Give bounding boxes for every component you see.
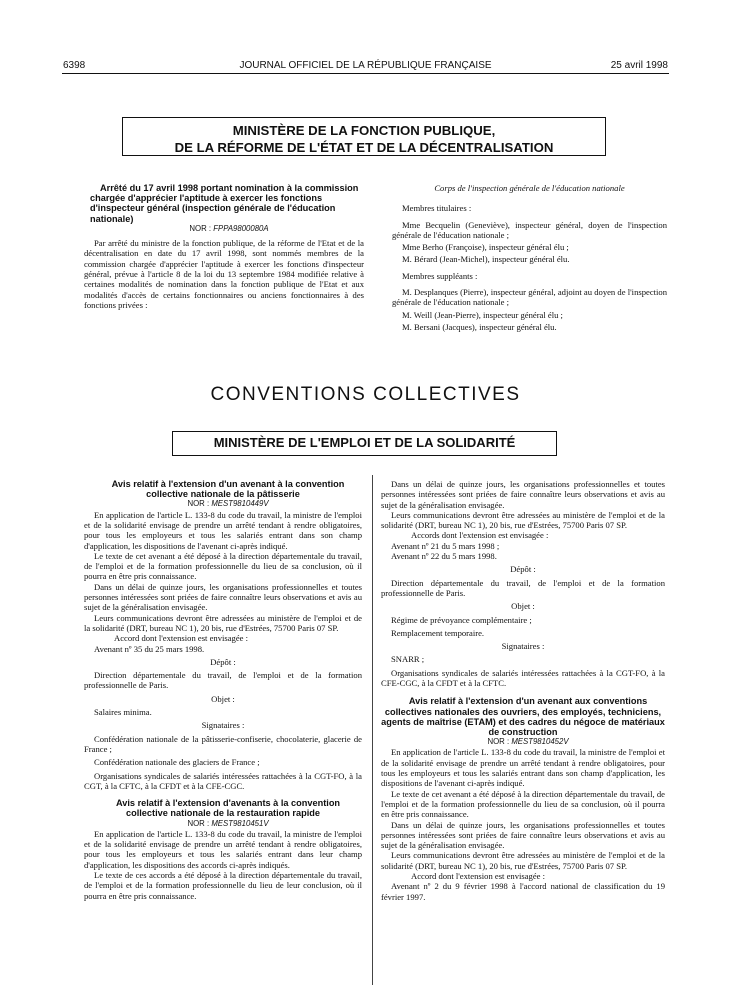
suppleant-1: M. Desplanques (Pierre), inspecteur général, adjoint au doyen de l'inspection générale de l'éducation nationale ;: [392, 287, 667, 308]
issue-date: 25 avril 1998: [610, 60, 668, 71]
avis1-objet: Salaires minima.: [94, 707, 152, 718]
arrete-body: Par arrêté du ministre de la fonction publique, de la réforme de l'Etat et de la décentralisation en date du 17 avril 1998, sont nommés membres de la commission chargée d'apprécier l'aptitude à exercer les fonctions d'inspecteur général, prévue à l'article 8 de la loi du 13 septembre 1984 modifiée relative à certaines modalités de nomination dans la fonction publique de l'Etat et aux modalités d'accès de certains fonctionnaires ou anciens fonctionnaires à des fonctions privées :: [84, 238, 364, 310]
journal-title: JOURNAL OFFICIEL DE LA RÉPUBLIQUE FRANÇAISE: [239, 60, 492, 71]
ministry-employment-heading: MINISTÈRE DE L'EMPLOI ET DE LA SOLIDARITÉ: [213, 435, 516, 450]
ministry-heading-line1: MINISTÈRE DE LA FONCTION PUBLIQUE,: [232, 123, 496, 138]
titulaire-3: M. Bérard (Jean-Michel), inspecteur général élu.: [402, 254, 570, 265]
avis1-p4: Leurs communications devront être adressées au ministère de l'emploi et de la solidarité (DRT, bureau NC 1), 20 bis, rue d'Estrées, 75700 Paris 07 SP.: [84, 612, 362, 633]
section-title: CONVENTIONS COLLECTIVES: [210, 384, 521, 405]
avis2-p3: Dans un délai de quinze jours, les organisations professionnelles et toutes personnes intéressées sont priées de faire connaître leurs observations et avis au sujet de la généralisation envisagée.: [381, 479, 665, 510]
avis1-depot: Direction départementale du travail, de l'emploi et de la formation professionnelle de Paris.: [84, 670, 362, 691]
corps-heading: Corps de l'inspection générale de l'éducation nationale: [434, 183, 625, 193]
avis3-title: Avis relatif à l'extension d'un avenant aux conventions collectives nationales des ouvriers, des employés, techniciens, agents de maîtrise (ETAM) et des cadres du négoce de matériaux de construction: [381, 696, 665, 737]
arrete-section: [84, 183, 364, 310]
avis2-objet2: Remplacement temporaire.: [391, 627, 485, 638]
avis2-p2: Le texte de ces accords a été déposé à la direction départementale du travail, de l'emploi et de la formation professionnelle du lieu de leur conclusion, où il pourra en être pris connaissance.: [84, 870, 362, 901]
avis-restauration-suite: [381, 479, 665, 902]
avis3-p1: En application de l'article L. 133-8 du code du travail, la ministre de l'emploi et de la solidarité envisage de prendre un arrêté tendant à rendre obligatoires, pour tous les employeurs et tous les salariés entrant dans son champ d'application, les dispositions de l'avenant ci-après indiqué.: [381, 747, 665, 789]
avis2-sig2: Organisations syndicales de salariés intéressées rattachées à la CGT-FO, à la CFE-CGC, à la CFDT et à la CFTC.: [381, 667, 665, 689]
avis1-sig1: Confédération nationale de la pâtisserie-confiserie, chocolaterie, glacerie de France ;: [84, 733, 362, 754]
page-number: 6398: [63, 60, 86, 71]
column-divider: [372, 475, 373, 985]
avis1-p2: Le texte de cet avenant a été déposé à la direction départementale du travail, de l'emploi et de la formation professionnelle du lieu de sa conclusion, où il pourra en être pris connaissance.: [84, 550, 362, 582]
avis1-objet-label: Objet :: [211, 693, 235, 704]
suppleants-label: Membres suppléants :: [402, 270, 478, 281]
avis1-signataires-label: Signataires :: [201, 720, 245, 731]
avis3-nor: NOR : MEST9810452V: [487, 737, 569, 747]
ministry-heading-line2: DE LA RÉFORME DE L'ÉTAT ET DE LA DÉCENTRALISATION: [174, 140, 554, 155]
avis2-objet-label: Objet :: [511, 601, 535, 612]
avis2-accord2: Avenant nº 22 du 5 mars 1998.: [391, 551, 497, 562]
avis3-p4: Leurs communications devront être adressées au ministère de l'emploi et de la solidarité (DRT, bureau NC 1), 20 bis, rue d'Estrées, 75700 Paris 07 SP.: [381, 850, 665, 871]
avis3-accord: Avenant nº 2 du 9 février 1998 à l'accord national de classification du 19 février 1997.: [381, 881, 665, 902]
avis2-objet1: Régime de prévoyance complémentaire ;: [391, 614, 532, 625]
avis1-nor: NOR : MEST9810449V: [187, 499, 269, 509]
suppleant-2: M. Weill (Jean-Pierre), inspecteur général élu ;: [402, 309, 563, 320]
avis2-p1: En application de l'article L. 133-8 du code du travail, la ministre de l'emploi et de la solidarité envisage de prendre un arrêté tendant à rendre obligatoires, pour tous les employeurs et tous les salariés entrant dans leur champ d'application, les dispositions des accords ci-après indiqués.: [84, 828, 362, 870]
arrete-title: Arrêté du 17 avril 1998 portant nomination à la commission chargée d'apprécier l'aptitude à exercer les fonctions d'inspecteur général (inspection générale de l'éducation nationale): [90, 183, 359, 224]
titulaires-label: Membres titulaires :: [402, 203, 472, 214]
corps-section: [392, 183, 667, 332]
avis2-sig1: SNARR ;: [391, 654, 425, 665]
avis1-sig2: Confédération nationale des glaciers de France ;: [94, 757, 260, 768]
avis2-title: Avis relatif à l'extension d'avenants à la convention collective nationale de la restauration rapide: [115, 798, 341, 819]
avis3-p3: Dans un délai de quinze jours, les organisations professionnelles et toutes personnes intéressées sont priées de faire connaître leurs observations et avis au sujet de la généralisation envisagée.: [381, 819, 665, 851]
ministry-employment-box: [172, 431, 557, 456]
avis3-accord-label: Accord dont l'extension est envisagée :: [411, 871, 545, 882]
avis2-depot-label: Dépôt :: [510, 564, 536, 575]
avis-patisserie: [84, 479, 362, 901]
avis2-accord-label: Accords dont l'extension est envisagée :: [411, 530, 549, 541]
titulaire-1: Mme Becquelin (Geneviève), inspecteur général, doyen de l'inspection générale de l'éducation nationale ;: [392, 219, 667, 240]
avis1-depot-label: Dépôt :: [210, 656, 236, 667]
avis1-accord: Avenant nº 35 du 25 mars 1998.: [94, 643, 205, 654]
avis2-signataires-label: Signataires :: [501, 641, 545, 652]
avis2-accord1: Avenant nº 21 du 5 mars 1998 ;: [391, 540, 500, 551]
avis2-depot: Direction départementale du travail, de l'emploi et de la formation professionnelle de Paris.: [381, 577, 665, 598]
avis3-p2: Le texte de cet avenant a été déposé à la direction départementale du travail, de l'emploi et de la formation professionnelle du lieu de sa conclusion, où il pourra en être pris connaissance.: [381, 788, 665, 820]
avis1-p3: Dans un délai de quinze jours, les organisations professionnelles et toutes personnes intéressées sont priées de faire connaître leurs observations et avis au sujet de la généralisation envisagée.: [84, 581, 362, 613]
suppleant-3: M. Bersani (Jacques), inspecteur général élu.: [402, 321, 557, 332]
titulaire-2: Mme Berho (Françoise), inspecteur général élu ;: [402, 242, 569, 253]
avis1-accord-label: Accord dont l'extension est envisagée :: [114, 633, 248, 644]
avis1-p1: En application de l'article L. 133-8 du code du travail, la ministre de l'emploi et de la solidarité envisage de prendre un arrêté tendant à rendre obligatoires, pour tous les employeurs et tous les salariés entrant dans son champ d'application, les dispositions de l'avenant ci-après indiqué.: [84, 509, 362, 551]
arrete-nor: NOR : FPPA9800080A: [189, 223, 269, 233]
avis2-p4: Leurs communications devront être adressées au ministère de l'emploi et de la solidarité (DRT, bureau NC 1), 20 bis, rue d'Estrées, 75700 Paris 07 SP.: [381, 509, 665, 531]
avis2-nor: NOR : MEST9810451V: [187, 818, 269, 828]
avis1-title: Avis relatif à l'extension d'un avenant à la convention collective nationale de la pâtisserie: [111, 479, 345, 500]
avis1-sig3: Organisations syndicales de salariés intéressées rattachées à la CGT-FO, à la CGT, à la CFTC, à la CFDT et à la CFE-CGC.: [84, 770, 362, 791]
header-rule: [62, 73, 669, 74]
ministry-heading-box: [122, 117, 606, 156]
